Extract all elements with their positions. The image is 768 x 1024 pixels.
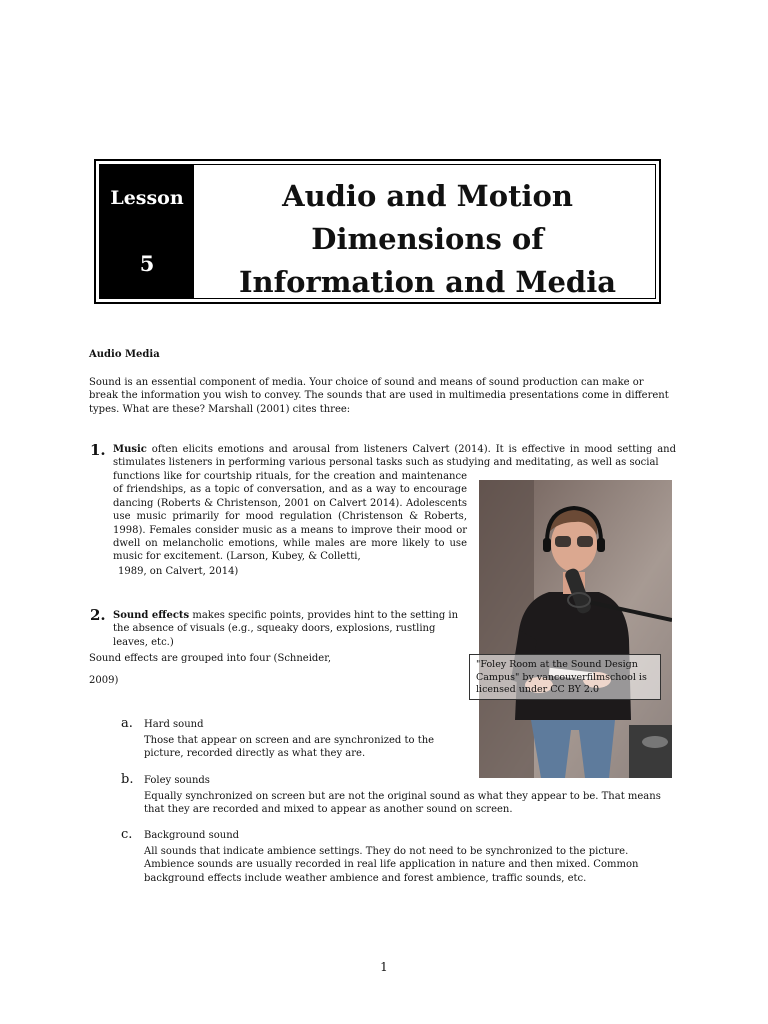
title-line-2: Dimensions of	[311, 222, 544, 256]
sub-item-desc-a: Those that appear on screen and are synchronized to the picture, recorded directly as what they are.	[144, 735, 435, 760]
title-line-3: Information and Media	[238, 265, 617, 299]
music-paragraph-wrap: functions like for courtship rituals, for the creation and maintenance of friendships, as a topic of conversation, and as a way to encourage dancing (Roberts & Christenson, 2001 on Calvert 2014). Adolescents use music primarily for mood regulation (Christenson & Roberts, 1998). Females consider music as a means to improve their mood or dwell on melancholic emotions, while males are more likely to use music for excitement. (Larson, Kubey, & Colletti,	[113, 471, 467, 563]
grouped-line-2: 2009)	[89, 675, 119, 686]
foley-room-photo	[479, 480, 672, 778]
item-number-1: 1.	[90, 441, 106, 459]
music-text-top: often elicits emotions and arousal from listeners Calvert (2014). It is effective in mood setting and stimulates listeners in performing various personal tasks such as studying and meditating, as well as social	[113, 444, 676, 469]
sub-item-letter-c: c.	[121, 827, 133, 842]
sub-item-letter-b: b.	[121, 772, 134, 787]
grouped-line-1: Sound effects are grouped into four (Schneider,	[89, 653, 332, 664]
section-heading: Audio Media	[89, 349, 160, 360]
lesson-title	[200, 175, 655, 304]
intro-paragraph: Sound is an essential component of media. Your choice of sound and means of sound production can make or break the information you wish to convey. The sounds that are used in multimedia presentations come in different types. What are these? Marshall (2001) cites three:	[89, 377, 669, 415]
music-paragraph-top	[113, 443, 676, 470]
sub-item-title-a: Hard sound	[144, 719, 204, 730]
item-number-2: 2.	[90, 606, 106, 624]
page-number: 1	[380, 960, 388, 974]
sub-item-desc-b: Equally synchronized on screen but are not the original sound as what they appear to be. That means that they are recorded and mixed to appear as another sound on screen.	[144, 791, 661, 816]
title-line-1: Audio and Motion	[282, 179, 573, 213]
photo-caption: "Foley Room at the Sound Design Campus" by vancouverfilmschool is licensed under CC BY 2.0	[469, 654, 661, 700]
sound-effects-text: makes specific points, provides hint to the setting in the absence of visuals (e.g., squeaky doors, explosions, rustling leaves, etc.)	[113, 610, 459, 648]
sub-item-title-b: Foley sounds	[144, 775, 210, 786]
foley-room-illustration	[479, 480, 672, 778]
lesson-number: 5	[139, 251, 155, 276]
sound-effects-term: Sound effects	[113, 610, 190, 621]
lesson-word: Lesson	[110, 187, 184, 209]
music-paragraph-tail: 1989, on Calvert, 2014)	[118, 566, 239, 577]
sub-item-desc-c: All sounds that indicate ambience settings. They do not need to be synchronized to the picture. Ambience sounds are usually recorded in real life application in nature and then mixed. Common background effects include weather ambience and forest ambience, traffic sounds, etc.	[144, 846, 639, 884]
lesson-banner	[94, 159, 661, 304]
sound-effects-paragraph	[113, 609, 467, 649]
music-term: Music	[113, 444, 147, 455]
lesson-label-box	[100, 165, 194, 298]
banner-inner-frame	[99, 164, 656, 299]
sub-item-title-c: Background sound	[144, 830, 240, 841]
sub-item-letter-a: a.	[121, 716, 133, 731]
